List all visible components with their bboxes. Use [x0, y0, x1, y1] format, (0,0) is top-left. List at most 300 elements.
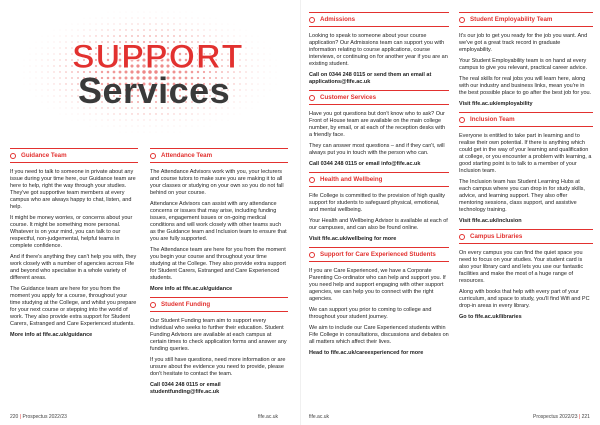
guidance-link[interactable]: More info at fife.ac.uk/guidance	[10, 332, 93, 338]
halftone-dot	[180, 120, 181, 121]
halftone-dot	[42, 84, 43, 85]
halftone-dot	[198, 120, 199, 121]
halftone-dot	[264, 84, 265, 85]
halftone-dot	[173, 29, 174, 30]
halftone-dot	[53, 77, 54, 78]
halftone-dot	[234, 114, 235, 115]
halftone-dot	[54, 108, 55, 109]
guidance-paragraph: And if there's anything they can't help you with, they work closely with a number of agencies across Fife and beyond who specialise in a whole variety of different areas.	[10, 254, 137, 281]
halftone-dot	[270, 60, 271, 61]
funding-heading: Student Funding	[150, 297, 288, 312]
halftone-dot	[96, 120, 97, 121]
care-paragraph: We aim to include our Care Experienced students within Fife College in consultations, discussions and debates on all matters which affect their lives.	[309, 325, 449, 345]
halftone-dot	[240, 108, 241, 109]
halftone-dot	[203, 35, 204, 36]
halftone-dot	[192, 120, 193, 121]
halftone-dot	[114, 18, 115, 19]
halftone-dot	[36, 54, 37, 55]
halftone-dot	[90, 120, 91, 121]
halftone-dot	[107, 35, 109, 37]
halftone-dot	[180, 126, 181, 127]
halftone-dot	[216, 30, 217, 31]
halftone-dot	[144, 18, 145, 19]
halftone-dot	[59, 77, 60, 78]
halftone-dot	[264, 66, 265, 67]
halftone-dot	[53, 89, 54, 90]
halftone-dot	[60, 30, 61, 31]
title-support: SUPPORT	[72, 38, 244, 76]
halftone-dot	[102, 126, 103, 127]
halftone-dot	[156, 132, 157, 133]
halftone-dot	[144, 126, 145, 127]
funding-link[interactable]: Call 0344 248 0115 or email studentfunding@fife.ac.uk	[150, 382, 221, 395]
right-footer-url[interactable]: fife.ac.uk	[309, 414, 330, 420]
halftone-dot	[233, 77, 235, 79]
halftone-dot	[119, 35, 121, 37]
halftone-dot	[138, 126, 139, 127]
halftone-dot	[258, 96, 259, 97]
halftone-dot	[48, 48, 49, 49]
halftone-dot	[192, 18, 193, 19]
halftone-dot	[252, 54, 253, 55]
halftone-dot	[125, 29, 126, 30]
halftone-dot	[258, 48, 259, 49]
halftone-dot	[203, 113, 204, 114]
halftone-dot	[96, 126, 97, 127]
halftone-dot	[245, 77, 246, 78]
halftone-dot	[239, 77, 240, 78]
halftone-dot	[143, 35, 145, 37]
halftone-dot	[228, 114, 229, 115]
halftone-dot	[59, 59, 60, 60]
halftone-dot	[119, 29, 120, 30]
health-heading: Health and Wellbeing	[309, 172, 449, 187]
halftone-dot	[155, 23, 156, 24]
customer-paragraph: They can answer most questions – and if they can't, will always put you in touch with the person who can.	[309, 143, 445, 156]
halftone-dot	[83, 35, 84, 36]
halftone-dot	[54, 48, 55, 49]
halftone-dot	[60, 102, 61, 103]
halftone-dot	[65, 83, 66, 84]
halftone-dot	[149, 29, 151, 31]
circle-bullet-icon	[150, 153, 156, 159]
halftone-dot	[228, 36, 229, 37]
halftone-dot	[24, 72, 25, 73]
halftone-dot	[60, 36, 61, 37]
halftone-dot	[48, 96, 49, 97]
halftone-dot	[84, 114, 85, 115]
halftone-dot	[204, 126, 205, 127]
halftone-dot	[42, 102, 43, 103]
halftone-dot	[264, 90, 265, 91]
halftone-dot	[137, 113, 138, 114]
halftone-dot	[204, 18, 205, 19]
halftone-dot	[210, 120, 211, 121]
circle-bullet-icon	[459, 234, 465, 240]
halftone-dot	[131, 29, 132, 30]
halftone-dot	[120, 120, 121, 121]
halftone-dot	[209, 35, 210, 36]
halftone-dot	[245, 65, 246, 66]
halftone-dot	[161, 23, 162, 24]
halftone-dot	[95, 113, 96, 114]
funding-paragraph: Our Student Funding team aim to support every individual who seeks to further their education. Student Funding Advisors are available at each campus at certain times to check application forms and answer any funding queries.	[150, 318, 287, 352]
halftone-dot	[65, 65, 67, 67]
halftone-dot	[162, 126, 163, 127]
halftone-dot	[210, 18, 211, 19]
halftone-dot	[54, 42, 55, 43]
halftone-dot	[53, 83, 54, 84]
prospectus-label: Prospectus 2022/23	[533, 414, 578, 420]
halftone-dot	[48, 90, 49, 91]
circle-bullet-icon	[150, 302, 156, 308]
halftone-dot	[30, 78, 31, 79]
halftone-dot	[270, 84, 271, 85]
halftone-dot	[234, 30, 235, 31]
halftone-dot	[42, 48, 43, 49]
halftone-dot	[233, 95, 234, 96]
circle-bullet-icon	[10, 153, 16, 159]
hero-title-block	[0, 0, 300, 140]
halftone-dot	[180, 12, 181, 13]
halftone-dot	[156, 12, 157, 13]
halftone-dot	[78, 120, 79, 121]
halftone-dot	[54, 96, 55, 97]
halftone-dot	[252, 102, 253, 103]
halftone-dot	[84, 30, 85, 31]
halftone-dot	[42, 66, 43, 67]
attendance-paragraph: The Attendance team are here for you from the moment you begin your course and throughout your time studying at the College. They also provide extra support for Student Carers, Estranged and Care Experienced students.	[150, 247, 286, 281]
halftone-dot	[204, 120, 205, 121]
halftone-dot	[251, 65, 252, 66]
employability-heading: Student Employability Team	[459, 12, 593, 27]
halftone-dot	[245, 83, 246, 84]
halftone-dot	[65, 77, 67, 79]
halftone-dot	[222, 114, 223, 115]
attendance-paragraph: Attendance Advisors can assist with any attendance concerns or issues that may arise, including funding issues, engagement issues or on-going medical conditions and will work closely with other teams such as the Guidance team and Inclusion team to ensure that you are fully supported.	[150, 201, 287, 242]
libraries-paragraph: On every campus you can find the quiet space you need to focus on your studies. Your student card is also your library card and lets you use our fantastic facilities and make the most of a huge range of resources.	[459, 250, 584, 284]
halftone-dot	[162, 12, 163, 13]
halftone-dot	[258, 60, 259, 61]
halftone-dot	[251, 71, 252, 72]
halftone-dot	[161, 119, 162, 120]
halftone-dot	[53, 53, 54, 54]
halftone-dot	[258, 54, 259, 55]
halftone-dot	[270, 72, 271, 73]
halftone-dot	[42, 90, 43, 91]
halftone-dot	[65, 41, 66, 42]
halftone-dot	[167, 35, 169, 37]
halftone-dot	[138, 18, 139, 19]
halftone-dot	[228, 24, 229, 25]
halftone-dot	[186, 18, 187, 19]
halftone-dot	[126, 18, 127, 19]
halftone-dot	[252, 90, 253, 91]
inclusion-heading: Inclusion Team	[459, 112, 593, 127]
halftone-dot	[161, 35, 163, 37]
halftone-dot	[258, 102, 259, 103]
halftone-dot	[96, 24, 97, 25]
halftone-dot	[185, 29, 186, 30]
halftone-dot	[54, 36, 55, 37]
halftone-dot	[36, 66, 37, 67]
halftone-dot	[132, 18, 133, 19]
halftone-dot	[42, 42, 43, 43]
halftone-dot	[78, 30, 79, 31]
halftone-dot	[221, 35, 222, 36]
halftone-dot	[36, 90, 37, 91]
halftone-dot	[72, 30, 73, 31]
employability-link[interactable]: Visit fife.ac.uk/employability	[459, 101, 533, 107]
halftone-dot	[222, 120, 223, 121]
health-paragraph: Fife College is committed to the provision of high quality support for students to safeguard physical, emotional, and mental wellbeing.	[309, 193, 446, 213]
halftone-dot	[161, 113, 162, 114]
halftone-dot	[36, 60, 37, 61]
guidance-heading: Guidance Team	[10, 148, 138, 163]
employability-paragraph: It's our job to get you ready for the job you want. And we've got a great track record in graduate employability.	[459, 33, 588, 53]
halftone-dot	[191, 113, 192, 114]
halftone-dot	[71, 101, 72, 102]
halftone-dot	[173, 35, 175, 37]
halftone-dot	[108, 18, 109, 19]
halftone-dot	[66, 108, 67, 109]
halftone-dot	[59, 65, 60, 66]
halftone-dot	[258, 78, 259, 79]
circle-bullet-icon	[309, 252, 315, 258]
halftone-dot	[65, 47, 66, 48]
guidance-paragraph: It might be money worries, or concerns about your course. It might be something more personal. Whatever is on your mind, you can talk to our respectful, non-judgemental, helpful teams in complete confidence.	[10, 215, 133, 249]
halftone-dot	[233, 89, 234, 90]
halftone-dot	[264, 72, 265, 73]
halftone-dot	[132, 12, 133, 13]
halftone-dot	[101, 29, 102, 30]
halftone-dot	[143, 113, 144, 114]
halftone-dot	[239, 83, 240, 84]
halftone-dot	[125, 113, 126, 114]
halftone-dot	[36, 48, 37, 49]
halftone-dot	[143, 119, 144, 120]
halftone-dot	[276, 72, 277, 73]
halftone-dot	[252, 96, 253, 97]
circle-bullet-icon	[309, 95, 315, 101]
halftone-dot	[156, 126, 157, 127]
halftone-dot	[155, 113, 156, 114]
halftone-dot	[47, 59, 48, 60]
guidance-paragraph: If you need to talk to someone in private about any issue during your time here, our Guidance team are here to help, right the way through your studies. They've got supportive team members at every campus who are always happy to chat, listen, and help.	[10, 169, 136, 210]
halftone-dot	[107, 29, 108, 30]
halftone-dot	[222, 30, 223, 31]
employability-paragraph: The real skills for real jobs you will learn here, along with our industry and business links, mean you're in the best possible place to go after the best job for you.	[459, 76, 592, 96]
halftone-dot	[42, 96, 43, 97]
halftone-dot	[53, 71, 54, 72]
halftone-dot	[216, 114, 217, 115]
halftone-dot	[209, 29, 210, 30]
halftone-dot	[65, 95, 66, 96]
health-link[interactable]: Visit fife.ac.uk/wellbeing for more	[309, 236, 397, 242]
libraries-link[interactable]: Go to fife.ac.uk/libraries	[459, 314, 522, 320]
halftone-dot	[228, 30, 229, 31]
halftone-dot	[72, 24, 73, 25]
halftone-dot	[246, 42, 247, 43]
halftone-dot	[53, 59, 54, 60]
halftone-dot	[155, 119, 156, 120]
halftone-dot	[89, 29, 90, 30]
inclusion-link[interactable]: Visit fife.ac.uk/inclusion	[459, 218, 522, 224]
halftone-dot	[144, 12, 145, 13]
attendance-section	[150, 146, 288, 400]
halftone-dot	[72, 108, 73, 109]
halftone-dot	[185, 113, 186, 114]
guidance-section	[10, 146, 138, 343]
halftone-dot	[113, 29, 114, 30]
halftone-dot	[137, 119, 138, 120]
admissions-heading: Admissions	[309, 12, 449, 27]
halftone-dot	[246, 102, 247, 103]
halftone-dot	[71, 95, 72, 96]
halftone-dot	[258, 72, 259, 73]
halftone-dot	[197, 29, 198, 30]
halftone-dot	[173, 23, 174, 24]
halftone-dot	[150, 126, 151, 127]
halftone-dot	[66, 30, 67, 31]
halftone-dot	[197, 35, 198, 36]
halftone-dot	[156, 18, 157, 19]
halftone-dot	[150, 132, 151, 133]
halftone-dot	[234, 108, 235, 109]
halftone-dot	[66, 102, 67, 103]
halftone-dot	[90, 18, 91, 19]
halftone-dot	[240, 102, 241, 103]
right-footer: Prospectus 2022/23 | 221	[533, 414, 590, 420]
halftone-dot	[59, 71, 60, 72]
halftone-dot	[96, 18, 97, 19]
left-footer-url[interactable]: fife.ac.uk	[258, 414, 279, 420]
guidance-paragraph: The Guidance team are here for you from the moment you apply for a course, throughout your time studying at the College, and whilst you prepare for your next course or stepping into the world of work. They also provide extra support for Student Carers, Estranged and Care Experienced students.	[10, 286, 137, 327]
halftone-dot	[59, 95, 60, 96]
halftone-dot	[251, 77, 252, 78]
halftone-dot	[185, 35, 187, 37]
halftone-dot	[240, 30, 241, 31]
halftone-dot	[203, 29, 204, 30]
halftone-dot	[186, 120, 187, 121]
halftone-dot	[102, 120, 103, 121]
halftone-dot	[71, 83, 73, 85]
halftone-dot	[264, 48, 265, 49]
halftone-dot	[233, 83, 234, 84]
halftone-dot	[168, 12, 169, 13]
admissions-link[interactable]: Call on 0344 248 0115 or send them an email at applications@fife.ac.uk	[309, 72, 432, 85]
prospectus-label: Prospectus 2022/23	[22, 414, 67, 420]
inclusion-paragraph: The Inclusion team has Student Learning Hubs at each campus where you can drop in for study skills, advice, and learning support. They also offer mentoring sessions, class support, and assistive technology training.	[459, 179, 585, 213]
halftone-dot	[239, 89, 240, 90]
health-paragraph: Your Health and Wellbeing Advisor is available at each of our campuses, and can also be found online.	[309, 218, 448, 231]
circle-bullet-icon	[459, 117, 465, 123]
halftone-dot	[42, 72, 43, 73]
halftone-dot	[113, 35, 115, 37]
halftone-dot	[245, 59, 246, 60]
halftone-dot	[102, 24, 103, 25]
libraries-paragraph: Along with books that help with every part of your curriculum, and space to study, you'll find Wifi and PC drop-in areas in every library.	[459, 289, 590, 309]
halftone-dot	[198, 18, 199, 19]
halftone-dot	[258, 42, 259, 43]
attendance-link[interactable]: More info at fife.ac.uk/guidance	[150, 286, 233, 292]
page-number: 221	[581, 414, 590, 420]
halftone-dot	[174, 126, 175, 127]
halftone-dot	[264, 60, 265, 61]
halftone-dot	[30, 60, 31, 61]
halftone-dot	[65, 71, 67, 73]
halftone-dot	[252, 84, 253, 85]
halftone-dot	[42, 54, 43, 55]
halftone-dot	[119, 113, 120, 114]
halftone-dot	[245, 71, 246, 72]
halftone-dot	[108, 126, 109, 127]
halftone-dot	[198, 24, 199, 25]
halftone-dot	[47, 71, 48, 72]
halftone-dot	[179, 113, 180, 114]
libraries-heading: Campus Libraries	[459, 229, 593, 244]
halftone-dot	[173, 113, 174, 114]
halftone-dot	[185, 23, 186, 24]
halftone-dot	[258, 90, 259, 91]
care-link[interactable]: Head to fife.ac.uk/careexperienced for more	[309, 350, 424, 356]
halftone-dot	[65, 89, 66, 90]
halftone-dot	[101, 113, 102, 114]
halftone-dot	[149, 113, 150, 114]
halftone-dot	[149, 23, 150, 24]
page-number: 220	[10, 414, 19, 420]
halftone-dot	[95, 29, 96, 30]
halftone-dot	[65, 53, 66, 54]
halftone-dot	[264, 96, 265, 97]
halftone-dot	[174, 12, 175, 13]
halftone-dot	[72, 114, 73, 115]
halftone-dot	[36, 96, 37, 97]
employability-column	[459, 10, 593, 325]
halftone-dot	[240, 36, 241, 37]
right-page	[300, 0, 600, 425]
halftone-dot	[30, 90, 31, 91]
halftone-dot	[101, 35, 102, 36]
halftone-dot	[48, 42, 49, 43]
customer-link[interactable]: Call 0344 248 0115 or email info@fife.ac.uk	[309, 161, 421, 167]
halftone-dot	[125, 23, 126, 24]
halftone-dot	[66, 36, 67, 37]
halftone-dot	[77, 35, 78, 36]
halftone-dot	[71, 89, 72, 90]
halftone-dot	[215, 35, 216, 36]
halftone-dot	[59, 89, 60, 90]
halftone-dot	[168, 126, 169, 127]
halftone-dot	[155, 29, 157, 31]
halftone-dot	[114, 126, 115, 127]
title-services: Services	[78, 70, 231, 111]
halftone-dot	[246, 48, 247, 49]
admissions-column	[309, 10, 449, 361]
halftone-dot	[71, 77, 73, 79]
halftone-dot	[162, 18, 163, 19]
halftone-dot	[173, 119, 174, 120]
halftone-dot	[72, 36, 73, 37]
halftone-dot	[95, 35, 96, 36]
halftone-dot	[258, 84, 259, 85]
halftone-dot	[42, 60, 43, 61]
halftone-dot	[138, 12, 139, 13]
halftone-dot	[131, 23, 132, 24]
halftone-dot	[78, 24, 79, 25]
halftone-dot	[258, 66, 259, 67]
halftone-dot	[59, 53, 60, 54]
